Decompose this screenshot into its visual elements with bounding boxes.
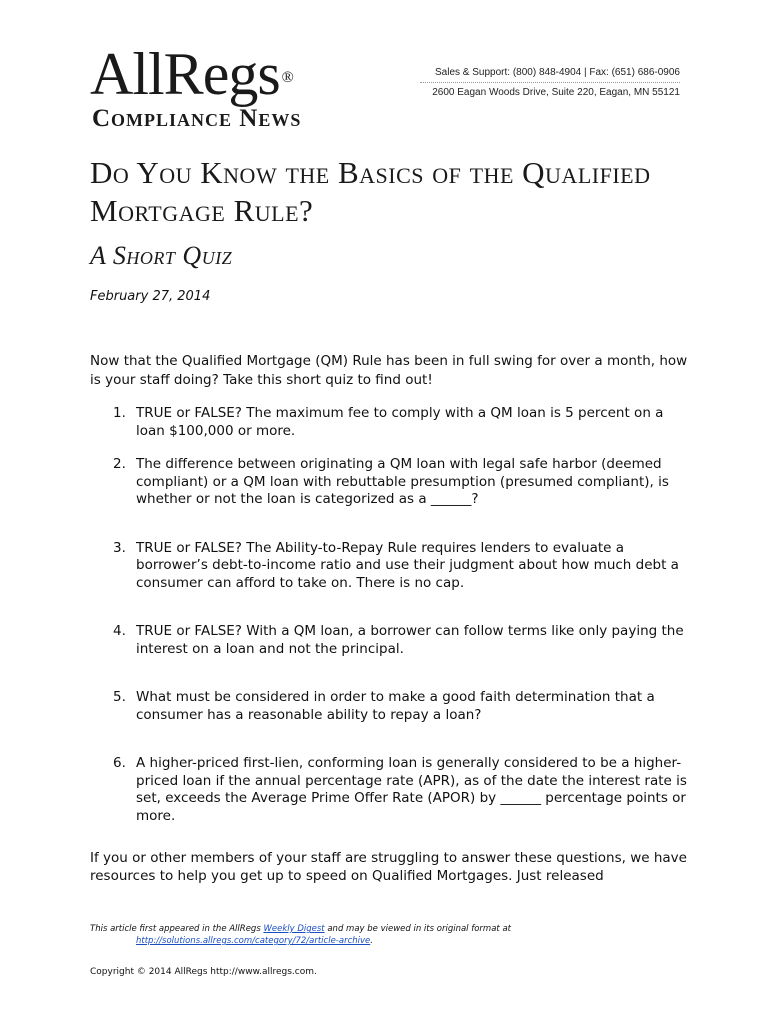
footer-note-suffix: . (370, 936, 373, 946)
footer-note-line1 (90, 923, 690, 935)
footer-source-note (90, 923, 690, 947)
logo-wordmark (90, 41, 293, 107)
question-number: 2. (113, 456, 126, 472)
registered-mark: ® (281, 69, 293, 86)
closing-paragraph: If you or other members of your staff are struggling to answer these questions, we have resources to help you get up to speed on Qualified Mortgages. Just released (90, 850, 687, 884)
quiz-question (90, 755, 690, 825)
question-text: A higher-priced first-lien, conforming loan is generally considered to be a higher-priced loan if the annual percentage rate (APR), as of the date the interest rate is set, exceeds the Average Prime Offer Rate (APOR) by ______ percentage points or more. (136, 755, 687, 824)
question-text: TRUE or FALSE? The Ability-to-Repay Rule requires lenders to evaluate a borrower’s debt-to-income ratio and use their judgment about how much debt a consumer can afford to take on. There is no cap. (136, 539, 679, 591)
question-text: TRUE or FALSE? With a QM loan, a borrower can follow terms like only paying the interest on a loan and not the principal. (136, 623, 684, 657)
article-archive-link[interactable]: http://solutions.allregs.com/category/72/article-archive (136, 936, 371, 946)
question-number: 3. (113, 539, 126, 556)
article-title: Do You Know the Basics of the Qualified Mortgage Rule? (90, 155, 651, 228)
footer-note-middle: and may be viewed in its original format at (324, 924, 511, 934)
quiz-question (90, 689, 690, 724)
contact-address: 2600 Eagan Woods Drive, Suite 220, Eagan, MN 55121 (432, 87, 680, 98)
question-number: 1. (113, 405, 126, 421)
question-number: 6. (113, 755, 126, 771)
question-text: The difference between originating a QM loan with legal safe harbor (deemed compliant) or a QM loan with rebuttable presumption (presumed compliant), is whether or not the loan is categorized as a ______? (136, 456, 669, 507)
logo-wordmark-text: AllRegs (90, 41, 280, 107)
weekly-digest-link[interactable]: Weekly Digest (263, 924, 325, 934)
article-date: February 27, 2014 (90, 289, 211, 304)
quiz-question (90, 540, 690, 593)
footer-note-line2 (90, 935, 690, 947)
article-subtitle: A Short Quiz (90, 241, 233, 270)
question-number: 4. (113, 623, 126, 639)
allregs-logo (90, 41, 370, 134)
quiz-list (90, 405, 690, 825)
quiz-question (90, 405, 690, 440)
question-number: 5. (113, 689, 126, 705)
contact-divider (420, 82, 680, 83)
copyright-notice: Copyright © 2014 AllRegs http://www.allregs.com. (90, 967, 317, 977)
intro-paragraph: Now that the Qualified Mortgage (QM) Rule has been in full swing for over a month, how is your staff doing? Take this short quiz to find out! (90, 353, 688, 388)
quiz-question (90, 456, 690, 509)
quiz-question (90, 623, 690, 658)
question-text: What must be considered in order to make a good faith determination that a consumer has a reasonable ability to repay a loan? (136, 689, 655, 723)
footer-note-prefix: This article first appeared in the AllRegs (90, 924, 264, 934)
contact-info (420, 66, 680, 99)
contact-phone-fax: Sales & Support: (800) 848-4904 | Fax: (651) 686-0906 (435, 67, 680, 78)
question-text: TRUE or FALSE? The maximum fee to comply with a QM loan is 5 percent on a loan $100,000 or more. (136, 405, 664, 439)
logo-subtitle: Compliance News (92, 105, 302, 132)
